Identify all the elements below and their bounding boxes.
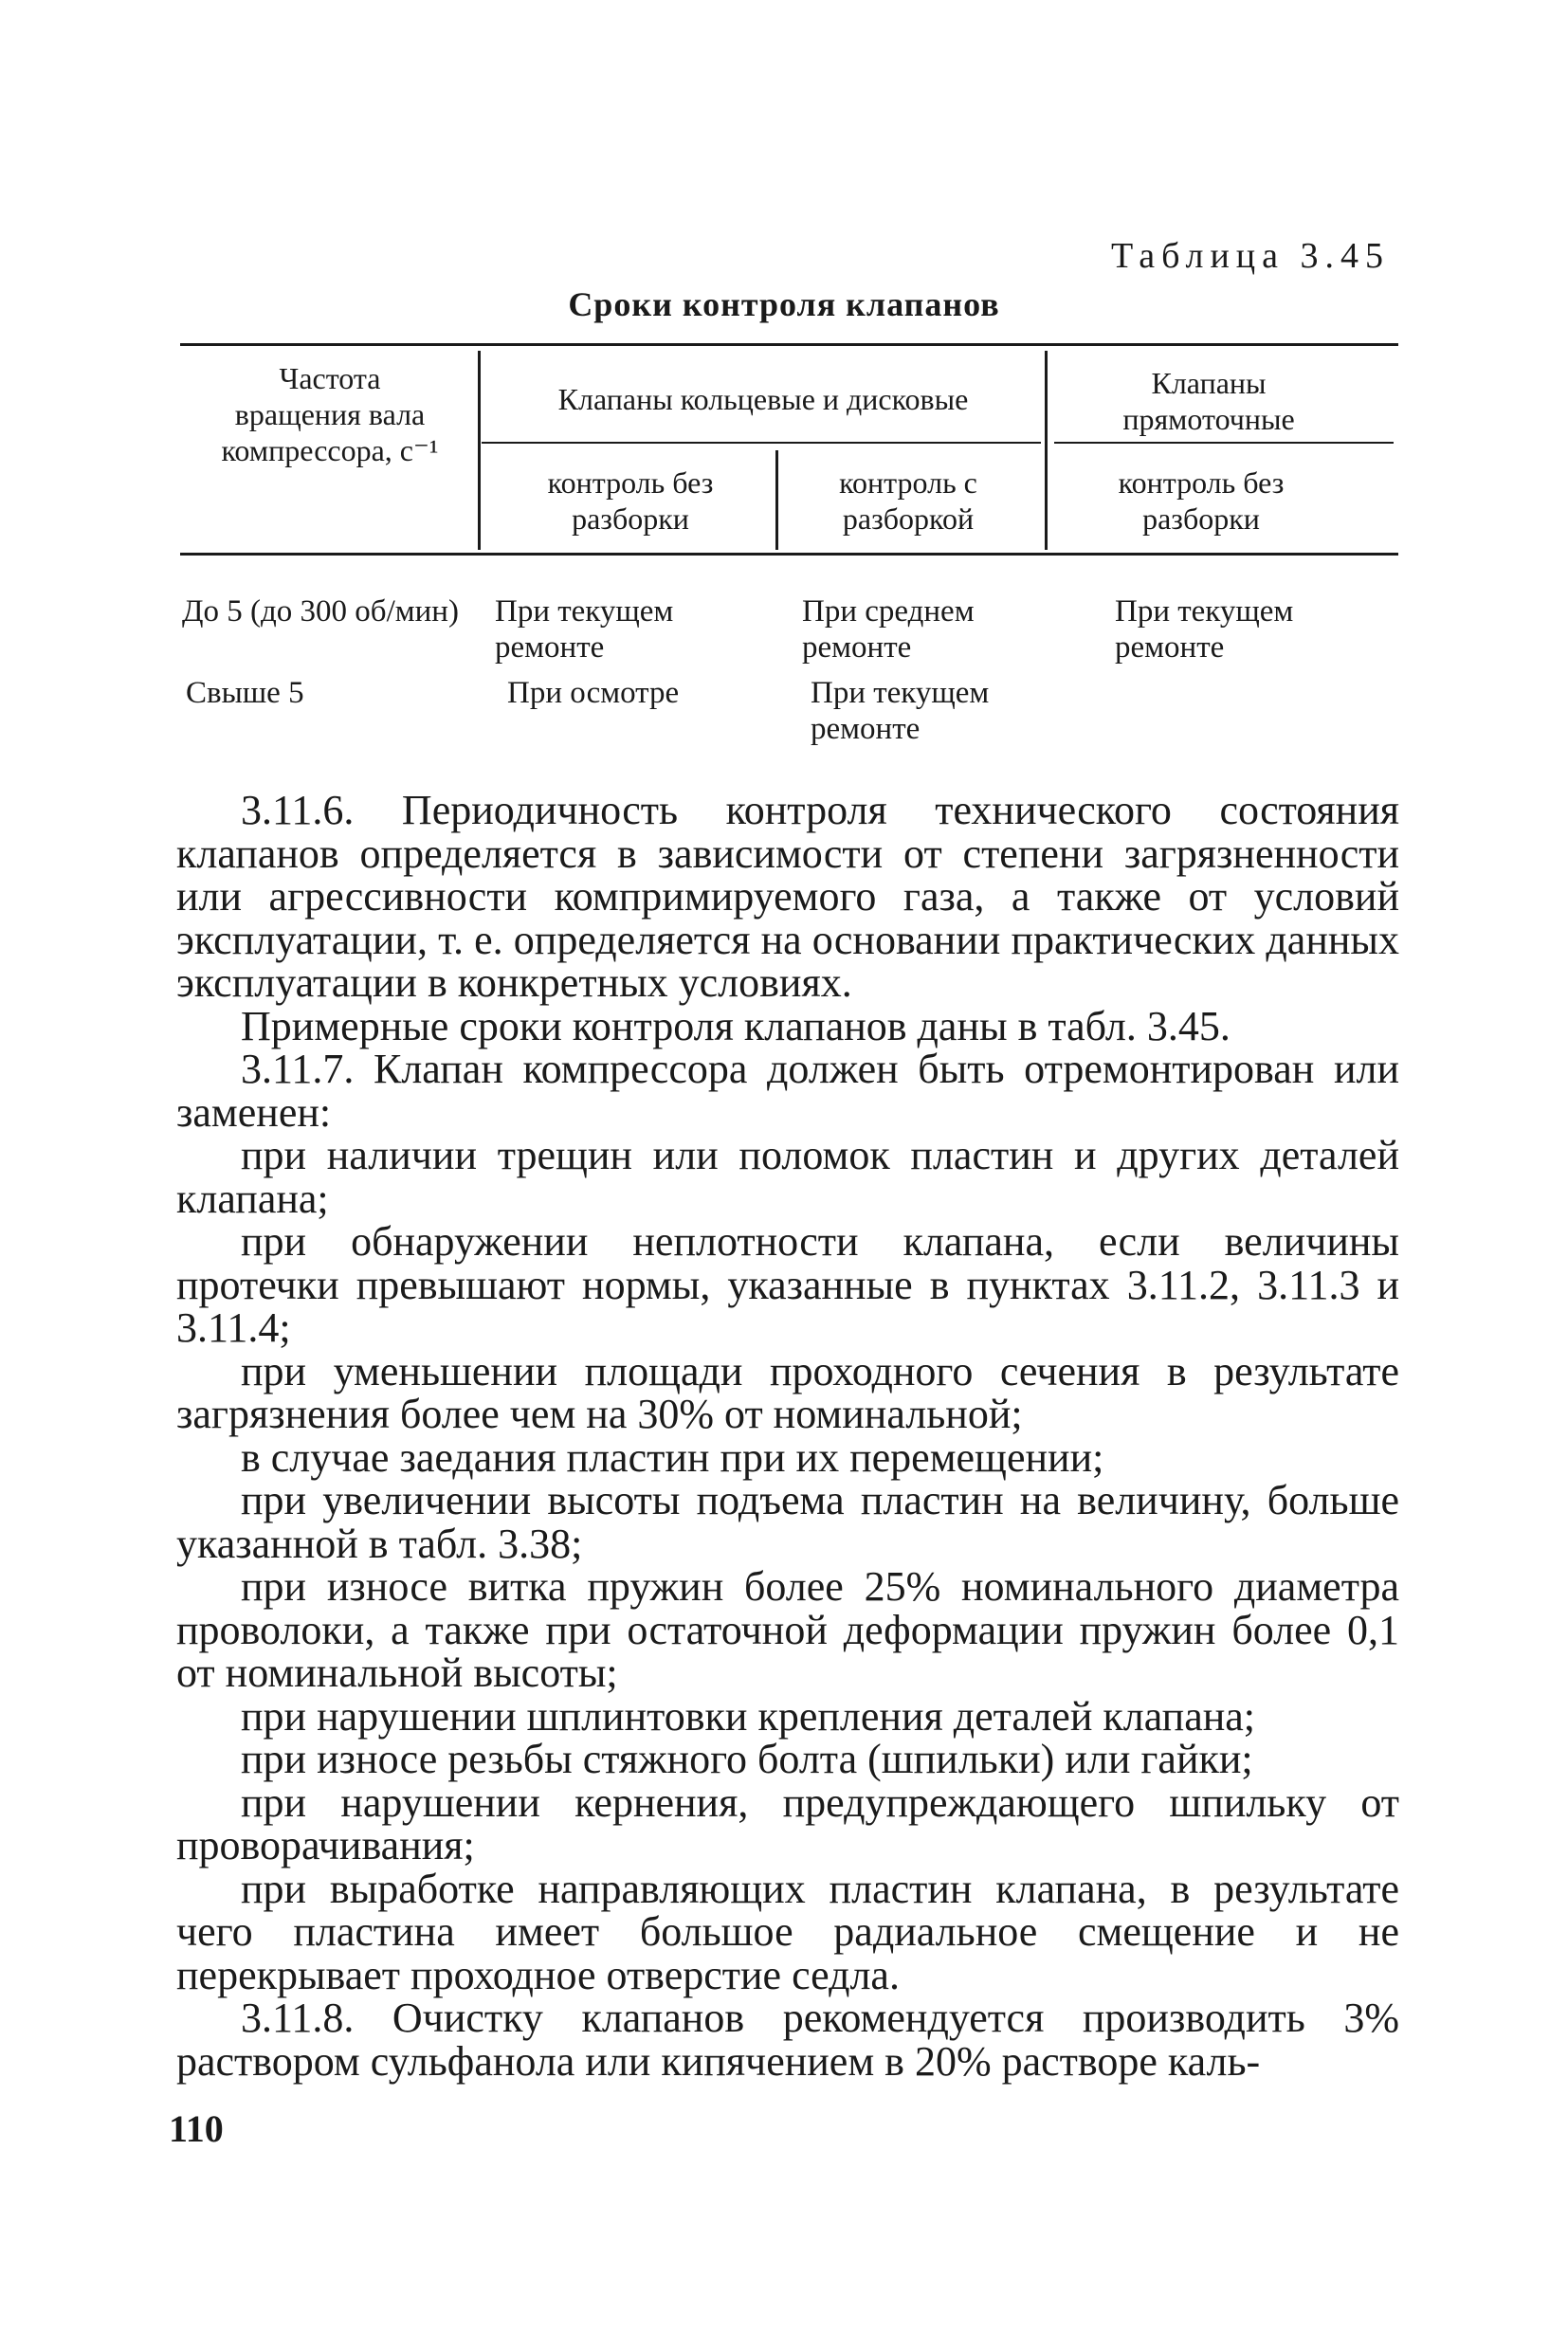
list-item: при обнаружении неплотности клапана, если величины протечки превышают нормы, указанные в пунктах 3.11.2, 3.11.3 и 3.11.4; [176,1218,1399,1351]
row1-frequency: До 5 (до 300 об/мин) [182,594,459,629]
header-ring-disk-valves: Клапаны кольцевые и дисковые [557,382,969,416]
list-item: при нарушении кернения, предупреждающего шпильку от проворачивания; [176,1778,1399,1868]
paragraph-3-11-8: 3.11.8. Очистку клапанов рекомендуется производить 3% раствором сульфанола или кипячением в 20% растворе каль- [176,1995,1399,2085]
page-number: 110 [169,2107,224,2150]
table-number: Таблица 3.45 [1110,236,1390,276]
paragraph-3-11-7: 3.11.7. Клапан компрессора должен быть отремонтирован или заменен: [176,1046,1399,1136]
paragraph-3-11-6: 3.11.6. Периодичность контроля технического состояния клапанов определяется в зависимости от степени загрязненности или агрессивности компримируемого газа, а также от условий эксплуатации, т. е. определяется на основании практических данных эксплуатации в конкретных условиях. [176,787,1399,1006]
row2-frequency: Свыше 5 [186,676,304,710]
row1-ring-with-disassembly: При среднем ремонте [802,594,975,665]
table-divider-1 [478,351,481,550]
group-underline-ring [482,442,1041,444]
body-text [176,789,1399,2083]
row1-direct-no-disassembly: При текущем ремонте [1115,594,1294,665]
list-item: при уменьшении площади проходного сечения в результате загрязнения более чем на 30% от номинальной; [176,1347,1399,1437]
group-underline-direct [1054,442,1394,444]
table-divider-2 [775,450,778,550]
list-item: в случае заедания пластин при их перемещении; [241,1433,1104,1481]
list-item: при увеличении высоты подъема пластин на величину, больше указанной в табл. 3.38; [176,1477,1399,1567]
paragraph-table-reference: Примерные сроки контроля клапанов даны в табл. 3.45. [241,1002,1231,1049]
header-rotation-frequency: Частота вращения вала компрессора, с⁻¹ [221,361,439,467]
list-item: при износе витка пружин более 25% номинального диаметра проволоки, а также при остаточной деформации пружин более 0,1 от номинальной высоты; [176,1563,1399,1696]
header-direct-flow-valves: Клапаны прямоточные [1122,366,1295,436]
list-item: при нарушении шплинтовки крепления деталей клапана; [241,1692,1256,1740]
row2-ring-no-disassembly: При осмотре [507,676,680,710]
header-bottom-rule [180,553,1398,556]
row1-ring-no-disassembly: При текущем ремонте [495,594,674,665]
row2-ring-with-disassembly: При текущем ремонте [811,676,990,746]
list-item: при износе резьбы стяжного болта (шпильки) или гайки; [241,1736,1253,1782]
table-top-rule [180,343,1398,346]
list-item: при выработке направляющих пластин клапана, в результате чего пластина имеет большое радиальное смещение и не перекрывает проходное отверстие седла. [176,1865,1399,1998]
table-divider-3 [1045,351,1048,550]
header-ring-control-with-disassembly: контроль с разборкой [839,465,977,536]
header-ring-control-no-disassembly: контроль без разборки [547,465,714,536]
list-item: при наличии трещин или поломок пластин и других деталей клапана; [176,1132,1399,1222]
table-title: Сроки контроля клапанов [568,285,1000,323]
header-direct-control-no-disassembly: контроль без разборки [1118,465,1285,536]
